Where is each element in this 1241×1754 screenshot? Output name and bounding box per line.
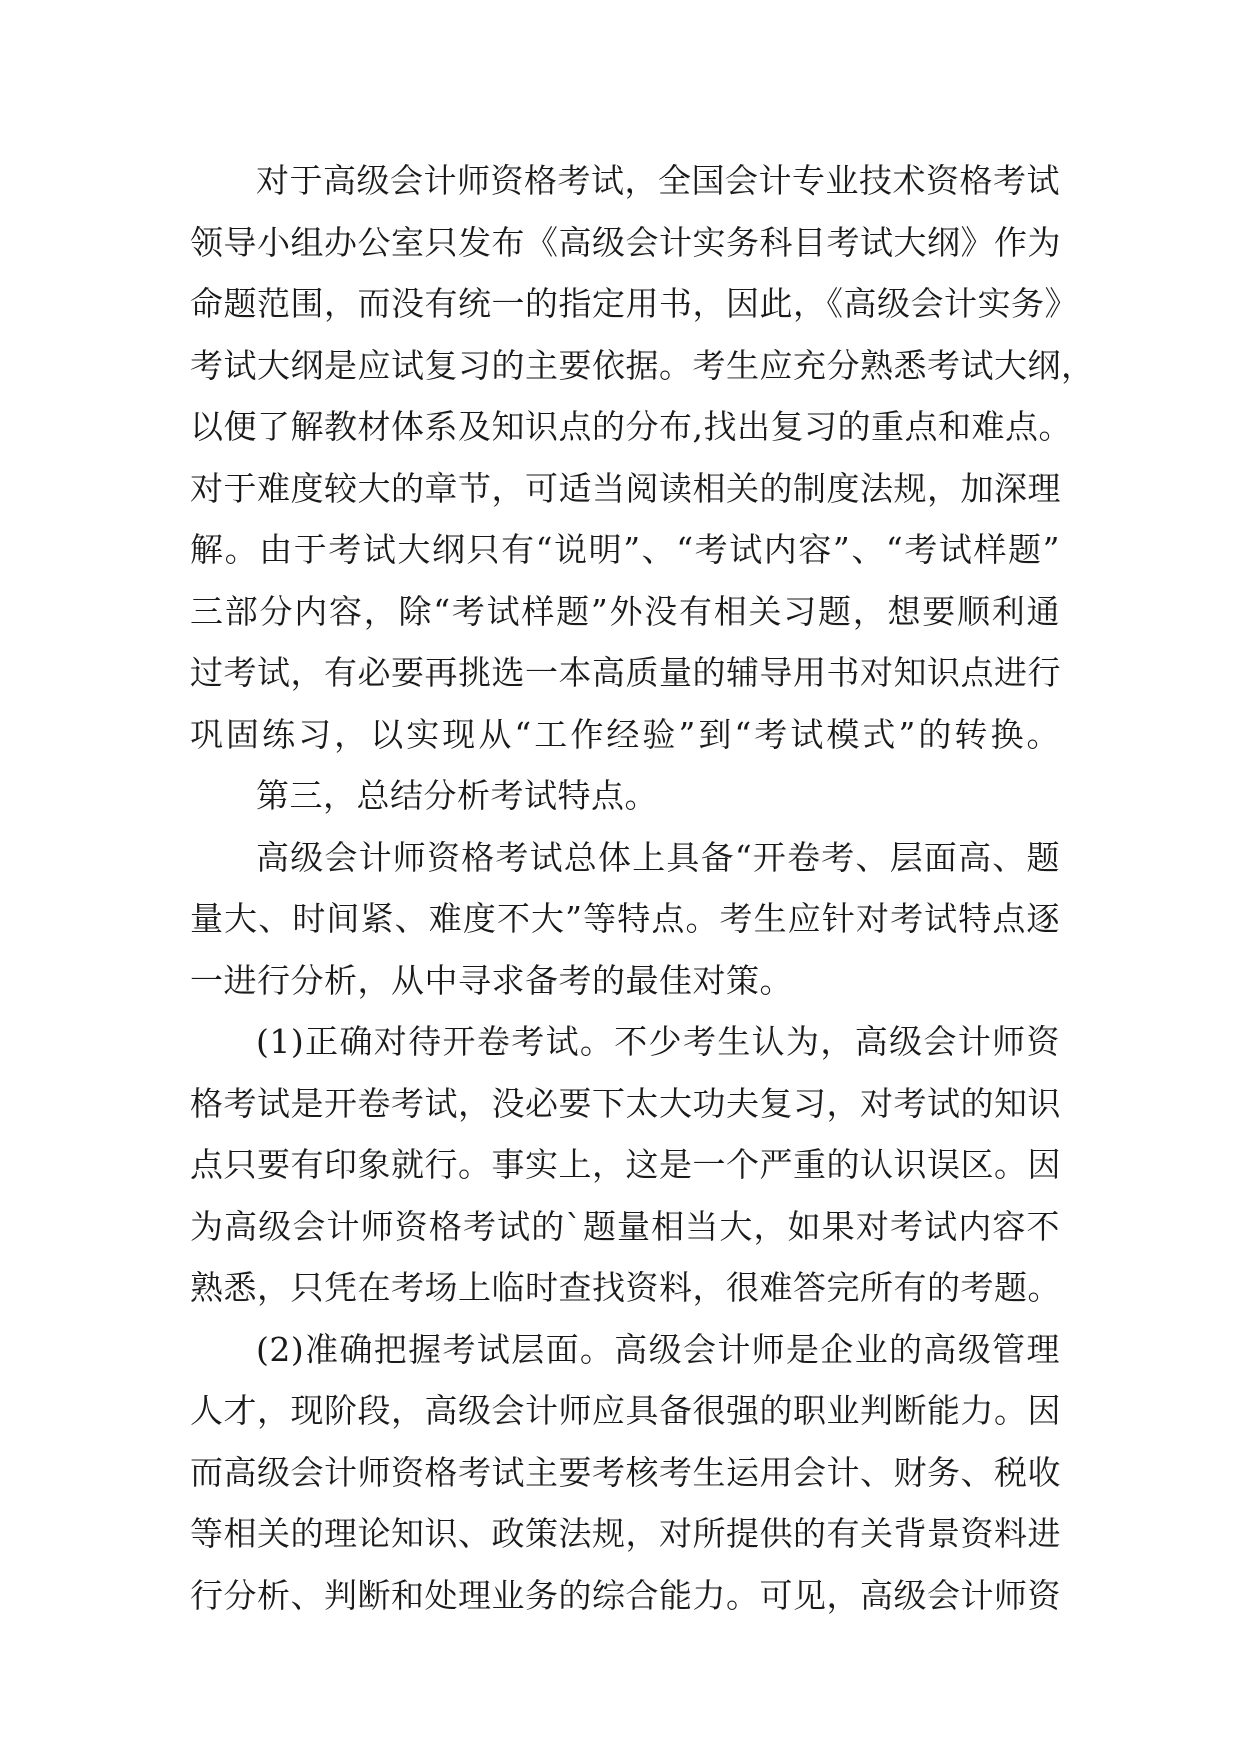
text-line: 以便了解教材体系及知识点的分布,找出复习的重点和难点。 xyxy=(190,407,1072,446)
text-line: 点只要有印象就行。事实上，这是一个严重的认识误区。因 xyxy=(190,1145,1061,1184)
text-line: 第三，总结分析考试特点。 xyxy=(256,776,658,815)
document-body xyxy=(190,150,1095,1626)
text-line: 行分析、判断和处理业务的综合能力。可见，高级会计师资 xyxy=(190,1575,1061,1615)
text-line: 一进行分析，从中寻求备考的最佳对策。 xyxy=(190,960,793,1000)
text-line: 解。由于考试大纲只有“说明”、“考试内容”、“考试样题” xyxy=(190,530,1060,569)
text-line: 而高级会计师资格考试主要考核考生运用会计、财务、税收 xyxy=(190,1452,1061,1492)
text-line: 对于高级会计师资格考试，全国会计专业技术资格考试 xyxy=(256,161,1060,200)
text-line: 过考试，有必要再挑选一本高质量的辅导用书对知识点进行 xyxy=(190,653,1061,692)
text-line: 熟悉，只凭在考场上临时查找资料，很难答完所有的考题。 xyxy=(190,1268,1061,1307)
text-line: 等相关的理论知识、政策法规，对所提供的有关背景资料进 xyxy=(190,1514,1061,1553)
text-line: 格考试是开卷考试，没必要下太大功夫复习，对考试的知识 xyxy=(190,1083,1061,1123)
text-line: 高级会计师资格考试总体上具备“开卷考、层面高、题 xyxy=(256,837,1060,877)
text-line: 量大、时间紧、难度不大”等特点。考生应针对考试特点逐 xyxy=(190,899,1060,938)
text-line: 考试大纲是应试复习的主要依据。考生应充分熟悉考试大纲， xyxy=(190,345,1095,385)
text-line: (1)正确对待开卷考试。不少考生认为，高级会计师资 xyxy=(256,1022,1060,1061)
text-line: 为高级会计师资格考试的`题量相当大，如果对考试内容不 xyxy=(190,1206,1060,1246)
text-line: (2)准确把握考试层面。高级会计师是企业的高级管理 xyxy=(256,1329,1060,1369)
text-line: 命题范围，而没有统一的指定用书，因此，《高级会计实务》 xyxy=(190,284,1078,323)
text-line: 对于难度较大的章节，可适当阅读相关的制度法规，加深理 xyxy=(190,468,1061,508)
text-line: 人才，现阶段，高级会计师应具备很强的职业判断能力。因 xyxy=(190,1391,1061,1430)
text-line: 领导小组办公室只发布《高级会计实务科目考试大纲》作为 xyxy=(190,222,1061,262)
text-line: 巩固练习，以实现从“工作经验”到“考试模式”的转换。 xyxy=(190,714,1060,754)
text-line: 三部分内容，除“考试样题”外没有相关习题，想要顺利通 xyxy=(190,591,1060,631)
